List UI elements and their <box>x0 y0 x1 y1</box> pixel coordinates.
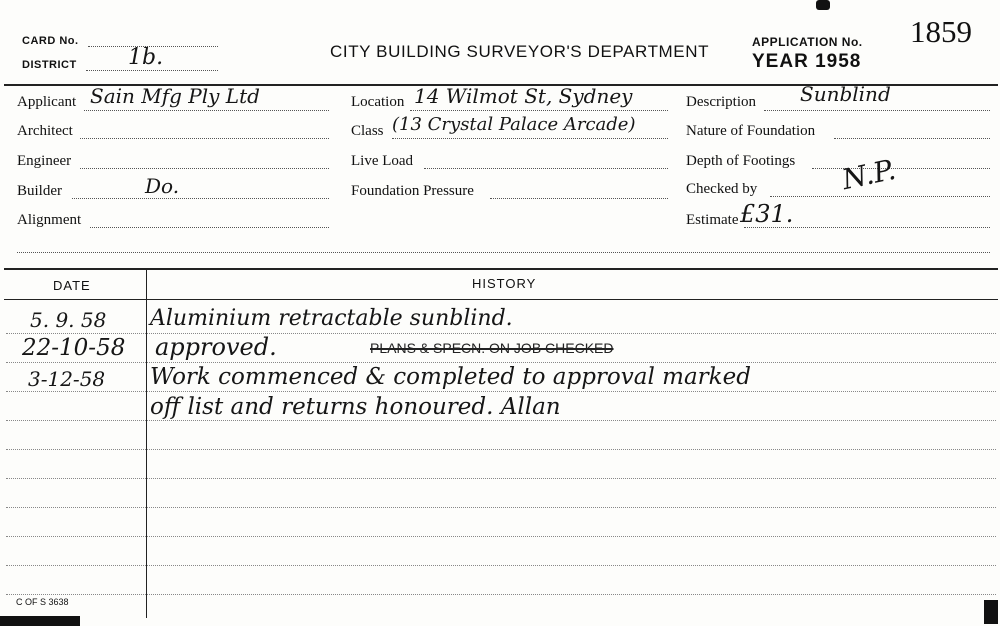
history-header-rule <box>4 299 998 300</box>
depth-of-footings-label: Depth of Footings <box>686 153 796 169</box>
year-label: YEAR 1958 <box>752 51 862 72</box>
applicant-line <box>84 110 329 111</box>
scan-mark <box>984 600 998 624</box>
applicant-label: Applicant <box>17 94 77 110</box>
fields-bottom-line <box>17 252 990 253</box>
scan-mark <box>0 616 80 626</box>
form-code: C OF S 3638 <box>16 597 69 607</box>
history-header: HISTORY <box>472 276 537 291</box>
checked-by-label: Checked by <box>686 181 758 197</box>
history-top-rule <box>4 268 998 270</box>
ruled-line <box>6 507 996 508</box>
description-value: Sunblind <box>800 82 891 106</box>
live-load-label: Live Load <box>351 153 414 169</box>
application-no-label: APPLICATION No. <box>752 35 863 49</box>
nature-of-foundation-label: Nature of Foundation <box>686 123 816 139</box>
description-label: Description <box>686 94 756 110</box>
architect-label: Architect <box>17 123 73 139</box>
architect-line <box>80 138 329 139</box>
ruled-line <box>6 449 996 450</box>
history-date: 22-10-58 <box>22 335 126 361</box>
date-header: DATE <box>53 278 91 293</box>
builder-value: Do. <box>145 174 180 198</box>
scan-mark <box>816 0 830 10</box>
foundation-pressure-label: Foundation Pressure <box>351 183 474 199</box>
class-line <box>392 138 668 139</box>
location-value: 14 Wilmot St, Sydney <box>414 84 633 108</box>
history-date: 5. 9. 58 <box>30 308 107 332</box>
ruled-line <box>6 420 996 421</box>
alignment-label: Alignment <box>17 212 82 228</box>
estimate-label: Estimate <box>686 212 739 228</box>
ruled-line <box>6 391 996 392</box>
struck-stamp: PLANS & SPECN. ON JOB CHECKED <box>370 340 614 356</box>
history-entry: Work commenced & completed to approval marked <box>150 364 751 390</box>
ruled-line <box>6 565 996 566</box>
district-line <box>86 70 218 71</box>
description-line <box>764 110 990 111</box>
checked-by-line <box>770 196 990 197</box>
card-no-label: CARD No. <box>22 35 79 47</box>
history-entry: Aluminium retractable sunblind. <box>150 306 513 331</box>
ruled-line <box>6 536 996 537</box>
history-entry: off list and returns honoured. Allan <box>150 394 561 420</box>
class-label: Class <box>351 123 384 139</box>
ruled-line <box>6 478 996 479</box>
ruled-line <box>6 594 996 595</box>
history-date: 3-12-58 <box>28 367 106 391</box>
depth-of-footings-line <box>812 168 990 169</box>
history-entry: approved. <box>155 333 277 361</box>
engineer-label: Engineer <box>17 153 72 169</box>
builder-line <box>72 198 329 199</box>
district-label: DISTRICT <box>22 59 77 71</box>
location-line <box>410 110 668 111</box>
checked-by-value: N.P. <box>839 152 899 197</box>
district-value: 1b. <box>128 45 164 70</box>
class-value: (13 Crystal Palace Arcade) <box>392 114 636 135</box>
engineer-line <box>80 168 329 169</box>
location-label: Location <box>351 94 405 110</box>
application-no: 1859 <box>910 14 972 49</box>
live-load-line <box>424 168 668 169</box>
alignment-line <box>90 227 329 228</box>
applicant-value: Sain Mfg Ply Ltd <box>90 84 260 108</box>
estimate-value: £31. <box>740 200 794 228</box>
foundation-pressure-line <box>490 198 668 199</box>
nature-of-foundation-line <box>834 138 990 139</box>
department-title: CITY BUILDING SURVEYOR'S DEPARTMENT <box>330 42 710 61</box>
ruled-line <box>6 362 996 363</box>
builder-label: Builder <box>17 183 62 199</box>
